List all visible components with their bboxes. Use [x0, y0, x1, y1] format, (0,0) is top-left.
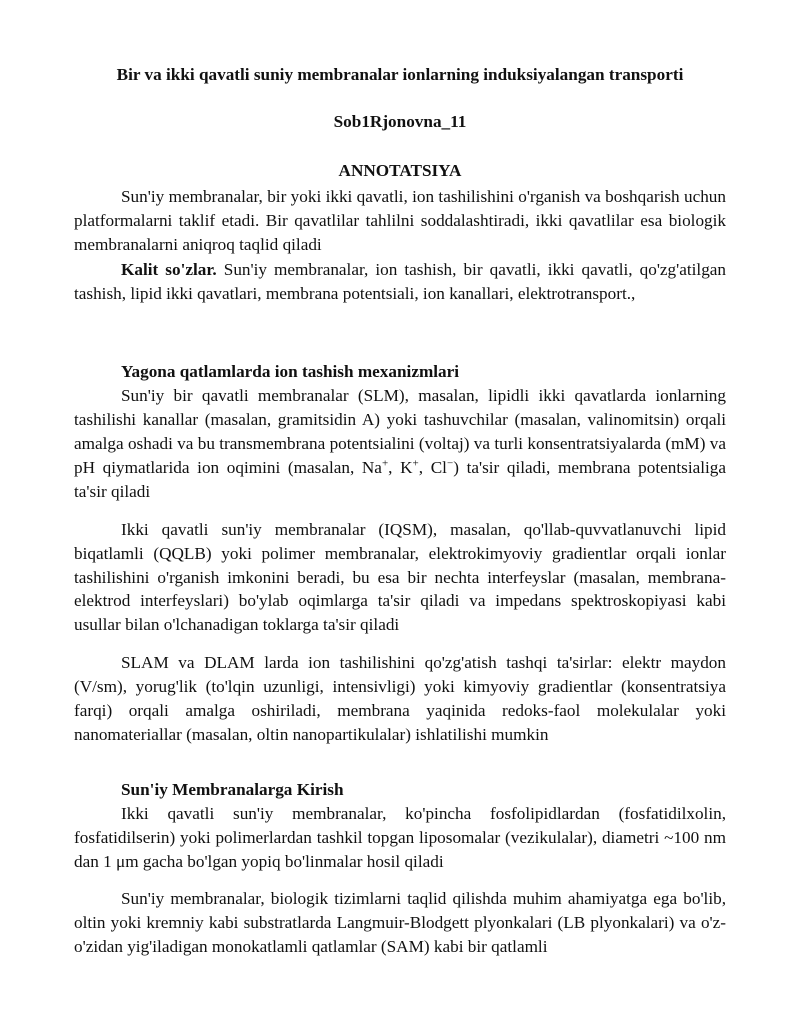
section2-paragraph-1: Ikki qavatli sun'iy membranalar, ko'pincha fosfolipidlardan (fosfatidilxolin, fosfatidilserin) yoki polimerlardan tashkil topgan liposomalar (vezikulalar), diametri ~100 nm dan 1 μm gacha bo'lgan yopiq bo'linmalar hosil qiladi [74, 803, 726, 871]
s1p1-text-c: , Cl [418, 457, 447, 477]
s1p1-text-b: , K [388, 457, 413, 477]
keywords-paragraph [74, 258, 726, 306]
section1-paragraph-3: SLAM va DLAM larda ion tashilishini qo'zg'atish tashqi ta'sirlar: elektr maydon (V/sm), yorug'lik (to'lqin uzunligi, intensivligi) yoki kimyoviy gradientlar (konsentratsiya farqi) orqali amalga oshiriladi, membrana yaqinida redoks-faol molekulalar yoki nanomateriallar (masalan, oltin nanopartikulalar) ishlatilishi mumkin [74, 653, 726, 744]
section1-paragraph-1 [74, 384, 726, 504]
keywords-label: Kalit so'zlar. [121, 260, 217, 280]
section2-paragraph-2: Sun'iy membranalar, biologik tizimlarni taqlid qilishda muhim ahamiyatga ega bo'lib, oltin yoki kremniy kabi substratlarda Langmuir-Blodgett plyonkalari (LB plyonkalari) va o'z-o'zidan yig'iladigan monokatlamli qatlamlar (SAM) kabi bir qatlamli [74, 889, 726, 957]
s1p1-sup-1: + [381, 457, 389, 470]
s1p1-sup-3: − [446, 457, 454, 470]
s1p1-text-a: Sun'iy bir qavatli membranalar (SLM), masalan, lipidli ikki qavatlarda ionlarning tashilishi kanallar (masalan, gramitsidin A) yoki tashuvchilar (masalan, valinomitsin) orqali amalga oshadi va bu transmembrana potentsialini (voltaj) va turli konsentratsiyalarda (mM) va pH qiymatlarida ion oqimini (masalan, Na [74, 386, 726, 477]
s1p1-text-d: ) ta'sir qiladi, membrana potentsialiga ta'sir qiladi [74, 457, 727, 501]
annotation-paragraph: Sun'iy membranalar, bir yoki ikki qavatli, ion tashilishini o'rganish va boshqarish uchun platformalarni taklif etadi. Bir qavatlilar tahlilni soddalashtiradi, ikki qavatlilar esa biologik membranalarni aniqroq taqlid qiladi [74, 186, 726, 254]
author-name: Sob1Rjonovna_11 [333, 111, 467, 131]
document-title: Bir va ikki qavatli suniy membranalar ionlarning induksiyalangan transporti [116, 65, 684, 84]
section-heading-introduction: Sun'iy Membranalarga Kirish [121, 779, 344, 799]
annotation-heading: ANNOTATSIYA [338, 160, 462, 180]
keywords-text: Sun'iy membranalar, ion tashish, bir qavatli, ikki qavatli, qo'zg'atilgan tashish, lipid ikki qavatlari, membrana potentsiali, ion kanallari, elektrotransport., [74, 260, 727, 304]
section1-paragraph-2: Ikki qavatli sun'iy membranalar (IQSM), masalan, qo'llab-quvvatlanuvchi lipid biqatlamli (QQLB) yoki polimer membranalar, elektrokimyoviy gradientlar orqali ionlar tashilishini o'rganish imkonini beradi, bu esa bir nechta interfeyslar (masalan, membrana-elektrod interfeyslari) bo'ylab oqimlarga ta'sir qiladi va impedans spektroskopiyasi kabi usullar bilan o'lchanadigan toklarga ta'sir qiladi [74, 519, 726, 635]
s1p1-sup-2: + [412, 457, 419, 470]
section-heading-ion-transport: Yagona qatlamlarda ion tashish mexanizmlari [121, 362, 460, 382]
